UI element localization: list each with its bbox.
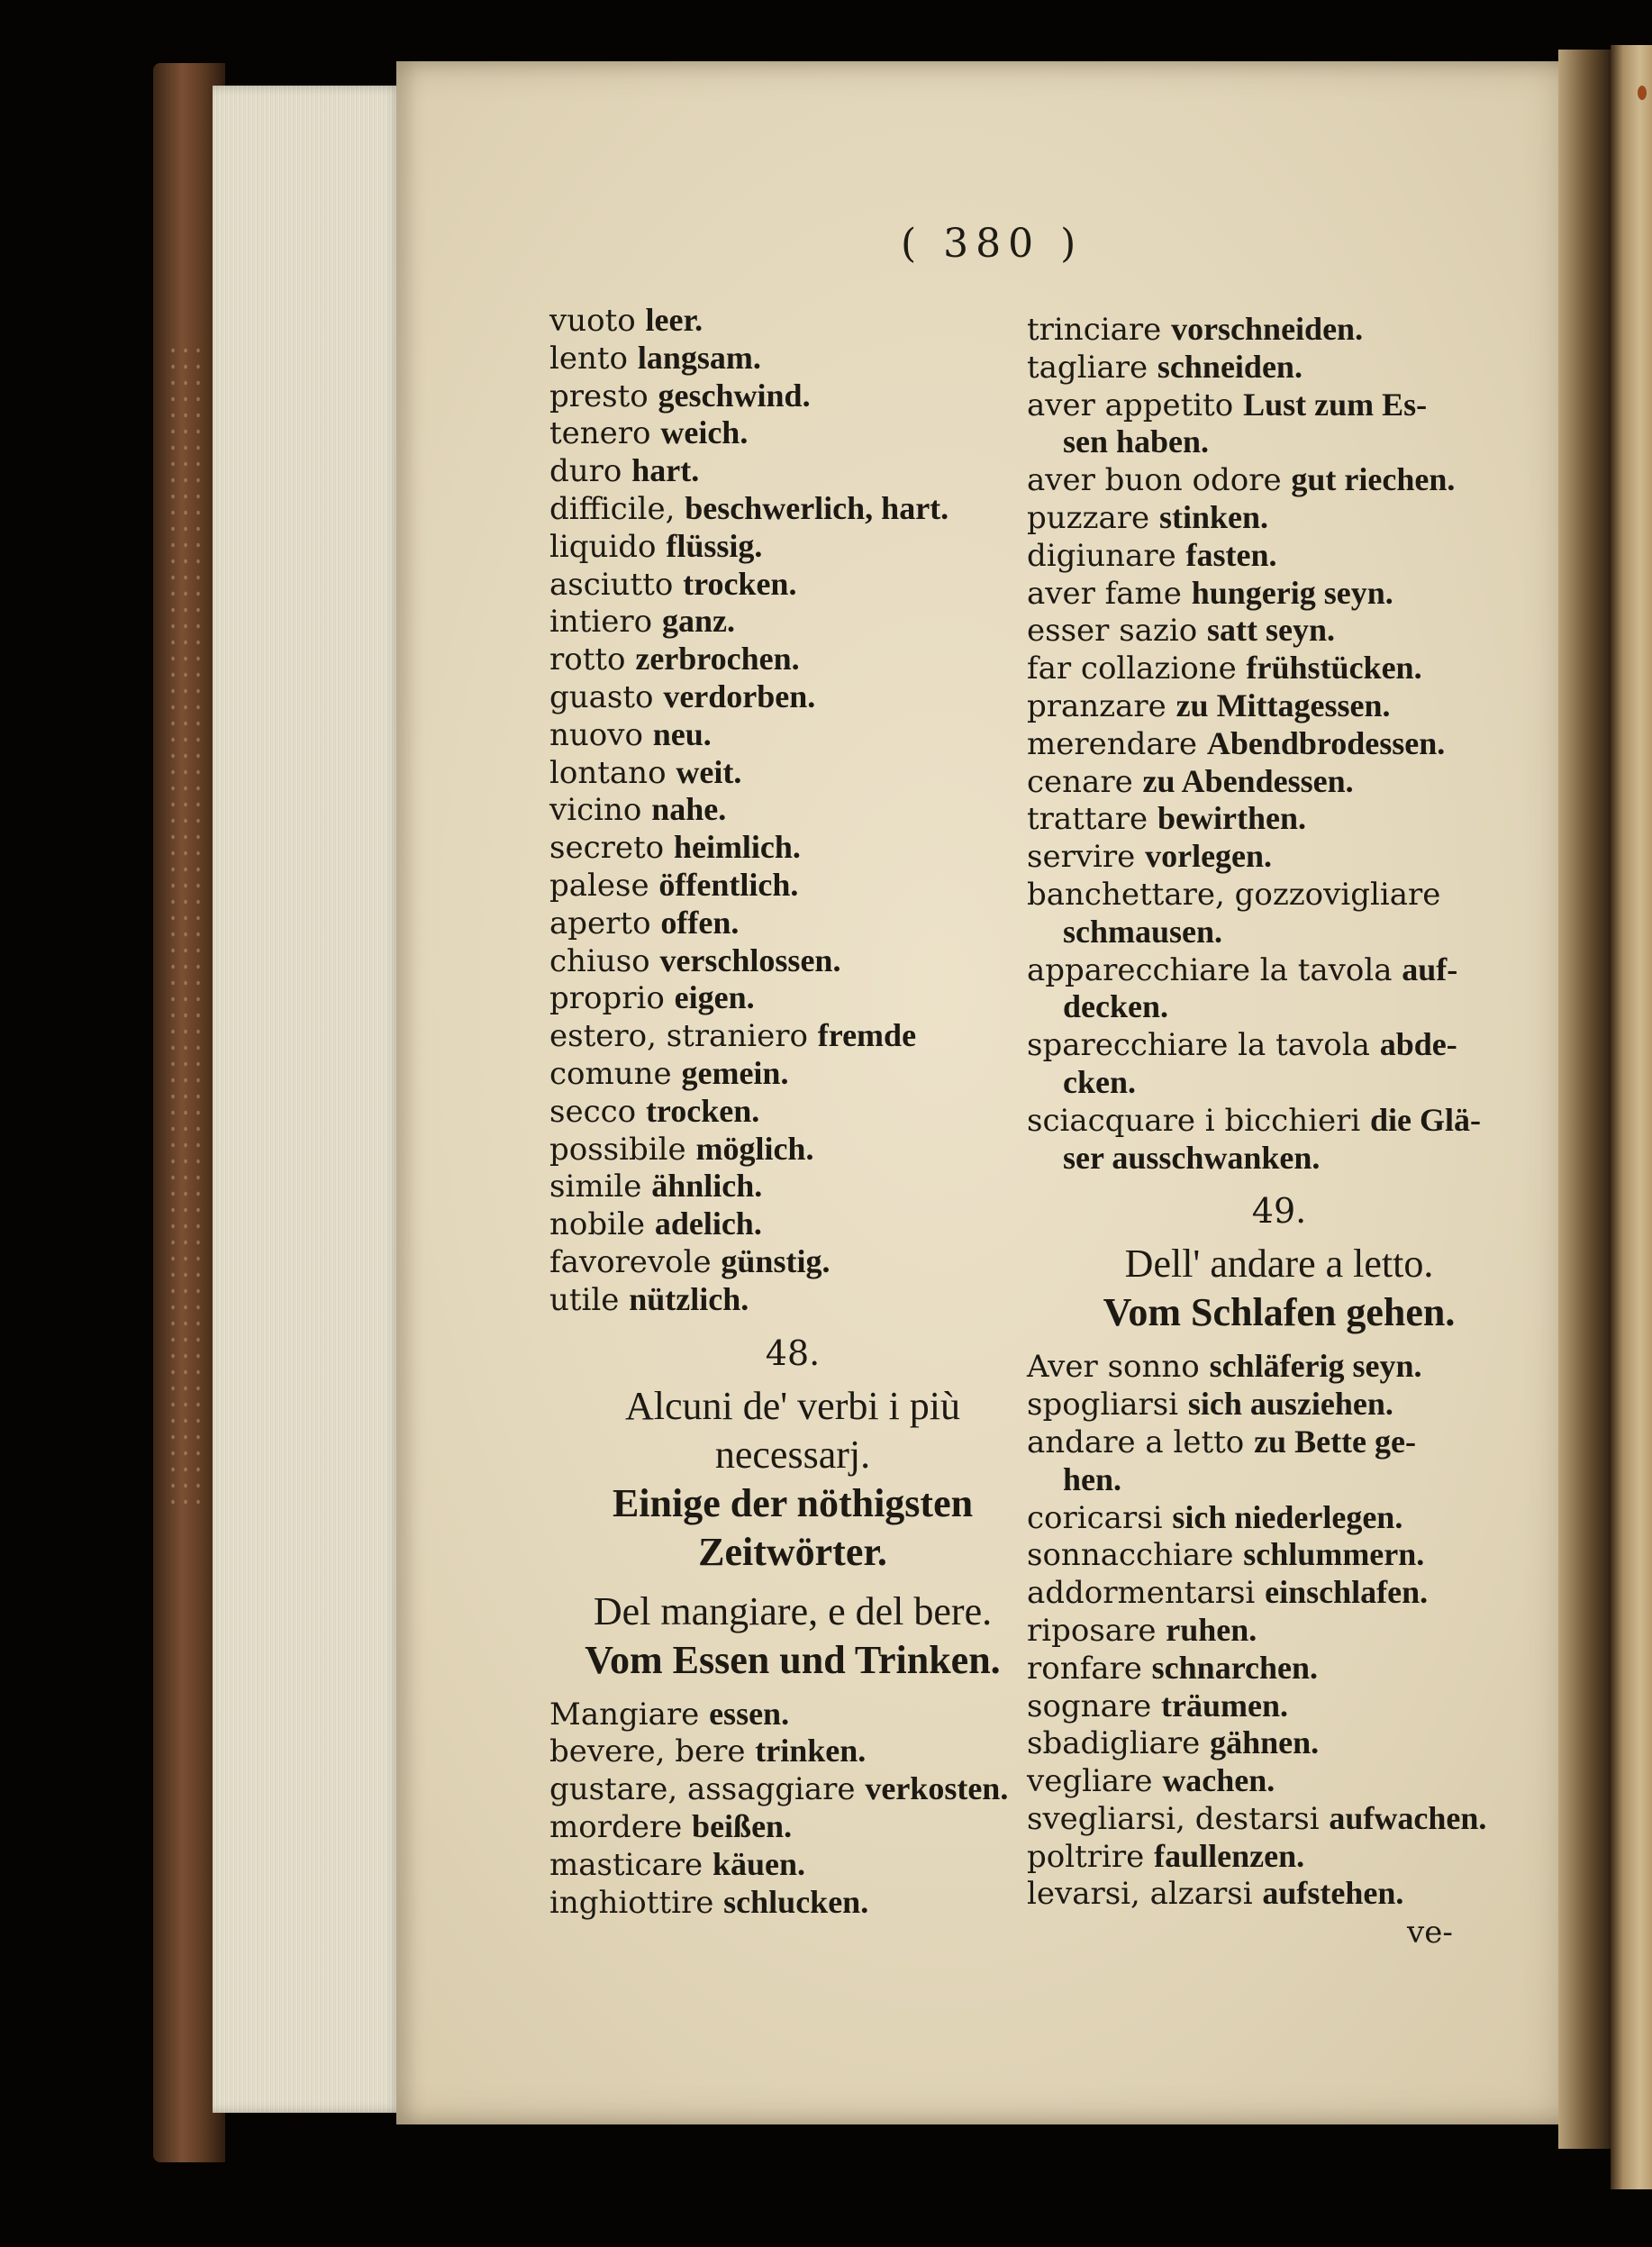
section-48-heading [549, 1382, 1036, 1577]
italian-word: svegliarsi, destarsi [1027, 1800, 1320, 1837]
german-translation: gähnen. [1210, 1724, 1320, 1761]
vocab-entry [1027, 838, 1531, 876]
german-translation-continued: hen. [1063, 1460, 1122, 1497]
facing-page-edge [1611, 45, 1652, 2189]
section-48-heading-italian: Alcuni de' verbi i più necessarj. [624, 1383, 961, 1477]
right-vocabulary-list-top [1027, 311, 1531, 1177]
german-translation: bewirthen. [1157, 800, 1306, 837]
vocab-entry [549, 1808, 1036, 1846]
italian-word: trattare [1027, 801, 1148, 838]
german-translation-continued: decken. [1063, 988, 1168, 1025]
vocab-entry [1027, 1499, 1531, 1537]
italian-word: gustare, assaggiare [549, 1771, 856, 1808]
italian-word: cenare [1027, 763, 1133, 800]
german-translation: essen. [709, 1695, 790, 1732]
italian-word: Mangiare [549, 1696, 700, 1733]
vocab-entry [549, 452, 1036, 490]
german-translation: zu Mittagessen. [1175, 687, 1391, 723]
german-translation: trocken. [683, 565, 797, 602]
italian-word: sonnacchiare [1027, 1537, 1234, 1574]
vocab-entry [549, 603, 1036, 641]
german-translation: verkosten. [865, 1770, 1009, 1807]
german-translation: schneiden. [1157, 348, 1303, 385]
vocab-entry [549, 1093, 1036, 1131]
vocab-entry [1027, 687, 1531, 725]
page-marker [1638, 86, 1647, 100]
vocab-entry [549, 1131, 1036, 1169]
german-translation: fasten. [1185, 536, 1277, 573]
page-gutter [1558, 50, 1612, 2149]
italian-word: ronfare [1027, 1650, 1142, 1687]
german-translation: träumen. [1161, 1687, 1289, 1724]
german-translation: neu. [652, 715, 712, 752]
italian-word: andare a letto [1027, 1424, 1245, 1460]
italian-word: intiero [549, 604, 653, 641]
italian-word: nobile [549, 1206, 646, 1243]
german-translation: gemein. [681, 1054, 789, 1091]
vocab-entry [549, 829, 1036, 867]
italian-word: proprio [549, 980, 665, 1017]
italian-word: trinciare [1027, 312, 1162, 348]
german-translation: abde- [1379, 1026, 1457, 1063]
italian-word: far collazione [1027, 650, 1237, 687]
german-translation: Abendbrodessen. [1206, 724, 1446, 761]
vocab-entry [1027, 1875, 1531, 1913]
german-translation: schläferig seyn. [1209, 1348, 1422, 1385]
italian-word: sparecchiare la tavola [1027, 1027, 1370, 1064]
german-translation: weit. [676, 753, 742, 790]
catchword: ve- [1407, 1915, 1453, 1951]
german-translation: gut riechen. [1291, 461, 1456, 498]
italian-word: puzzare [1027, 499, 1150, 536]
italian-word: aperto [549, 905, 651, 942]
vocab-entry [1027, 1424, 1531, 1461]
vocab-entry [549, 1733, 1036, 1770]
italian-word: duro [549, 453, 622, 490]
italian-word: mordere [549, 1808, 683, 1845]
vocab-entry [1027, 575, 1531, 613]
german-translation: eigen. [674, 979, 755, 1016]
vocab-entry [1027, 1612, 1531, 1650]
cover-marbling [167, 342, 207, 1514]
italian-word: rotto [549, 641, 626, 678]
italian-word: favorevole [549, 1243, 712, 1280]
german-translation: weich. [660, 414, 749, 451]
section-number-48: 48. [765, 1333, 821, 1373]
german-translation: verschlossen. [659, 942, 841, 978]
german-translation: aufstehen. [1262, 1875, 1404, 1912]
vocab-entry [1027, 1348, 1531, 1386]
vocab-entry [549, 1281, 1036, 1319]
italian-word: banchettare, gozzovigliare [1027, 876, 1441, 913]
german-translation: vorlegen. [1145, 838, 1273, 875]
italian-word: riposare [1027, 1612, 1157, 1649]
vocab-entry [549, 528, 1036, 566]
italian-word: secco [549, 1093, 637, 1130]
german-translation: aufwachen. [1329, 1799, 1487, 1836]
vocab-entry [549, 641, 1036, 678]
italian-word: asciutto [549, 566, 674, 603]
italian-word: vicino [549, 792, 642, 829]
vocab-entry [1027, 1762, 1531, 1800]
vocab-entry [549, 942, 1036, 980]
german-translation: beschwerlich, hart. [685, 489, 949, 526]
section-49-heading-german: Vom Schlafen gehen. [1103, 1290, 1456, 1335]
vocab-entry [1027, 1838, 1531, 1876]
vocab-entry [549, 754, 1036, 792]
italian-word: liquido [549, 528, 657, 565]
right-vocabulary-list-bottom [1027, 1348, 1531, 1913]
italian-word: lontano [549, 754, 667, 791]
italian-word: esser sazio [1027, 613, 1198, 650]
vocab-entry [1027, 349, 1531, 387]
german-translation: sich niederlegen. [1172, 1498, 1403, 1535]
vocab-entry-continuation [1027, 423, 1531, 461]
vocab-entry [549, 378, 1036, 415]
german-translation: faullenzen. [1154, 1837, 1305, 1874]
italian-word: difficile, [549, 490, 676, 527]
left-vocabulary-list-bottom [549, 1696, 1036, 1922]
german-translation: nahe. [651, 791, 727, 828]
vocab-entry [1027, 763, 1531, 801]
vocab-entry [549, 1696, 1036, 1733]
vocab-entry [1027, 1650, 1531, 1688]
italian-word: masticare [549, 1846, 703, 1883]
vocab-entry [1027, 1724, 1531, 1762]
vocab-entry [549, 302, 1036, 340]
german-translation: fremde [817, 1017, 917, 1054]
vocab-entry [549, 905, 1036, 942]
german-translation: ganz. [661, 603, 735, 640]
vocab-entry [549, 1243, 1036, 1281]
vocab-entry [1027, 461, 1531, 499]
italian-word: nuovo [549, 716, 643, 753]
vocab-entry [1027, 1688, 1531, 1725]
vocab-entry [549, 1055, 1036, 1093]
german-translation: offen. [660, 904, 740, 941]
german-translation: günstig. [721, 1242, 831, 1279]
italian-word: apparecchiare la tavola [1027, 951, 1393, 988]
german-translation: sich ausziehen. [1187, 1386, 1393, 1423]
vocab-entry [549, 340, 1036, 378]
italian-word: digiunare [1027, 537, 1176, 574]
vocab-entry [1027, 1026, 1531, 1064]
vocab-entry [549, 414, 1036, 452]
italian-word: utile [549, 1281, 620, 1318]
german-translation: einschlafen. [1265, 1574, 1429, 1611]
vocab-entry-continuation [1027, 914, 1531, 951]
german-translation: käuen. [713, 1845, 806, 1882]
german-translation: adelich. [654, 1205, 762, 1242]
vocab-entry [549, 867, 1036, 905]
vocab-entry-continuation [1027, 1064, 1531, 1102]
italian-word: possibile [549, 1131, 686, 1168]
german-translation: öffentlich. [658, 866, 799, 903]
german-translation: ähnlich. [651, 1168, 763, 1205]
italian-word: simile [549, 1169, 642, 1205]
italian-word: palese [549, 867, 649, 904]
vocab-entry [1027, 1800, 1531, 1838]
italian-word: coricarsi [1027, 1499, 1163, 1536]
german-translation: trocken. [645, 1092, 760, 1129]
vocab-entry [1027, 1536, 1531, 1574]
german-translation: zu Abendessen. [1142, 762, 1354, 799]
german-translation: Lust zum Es- [1243, 386, 1428, 423]
german-translation: die Glä- [1370, 1101, 1482, 1138]
italian-word: aver appetito [1027, 387, 1234, 423]
german-translation-continued: ser ausschwanken. [1063, 1139, 1321, 1176]
german-translation: ruhen. [1166, 1611, 1257, 1648]
german-translation: zerbrochen. [635, 641, 800, 678]
german-translation: schlummern. [1243, 1536, 1425, 1573]
german-translation-continued: cken. [1063, 1063, 1136, 1100]
italian-word: bevere, bere [549, 1733, 746, 1770]
vocab-entry [1027, 612, 1531, 650]
italian-word: secreto [549, 830, 665, 867]
italian-word: tenero [549, 415, 651, 452]
german-translation: heimlich. [673, 829, 801, 866]
german-translation: schlucken. [723, 1883, 869, 1920]
italian-word: chiuso [549, 942, 650, 979]
left-column [549, 302, 1036, 1921]
italian-word: sognare [1027, 1688, 1152, 1724]
german-translation: leer. [645, 302, 703, 338]
italian-word: presto [549, 378, 649, 414]
italian-word: estero, straniero [549, 1018, 808, 1055]
section-49-heading [1027, 1240, 1531, 1337]
page-number-header: ( 380 ) [901, 221, 1084, 267]
vocab-entry [549, 1884, 1036, 1922]
vocab-entry [549, 678, 1036, 716]
vocab-entry [549, 979, 1036, 1017]
italian-word: spogliarsi [1027, 1387, 1179, 1424]
section-49-heading-italian: Dell' andare a letto. [1124, 1242, 1434, 1287]
italian-word: aver buon odore [1027, 462, 1282, 499]
vocab-entry [1027, 499, 1531, 537]
german-translation: geschwind. [658, 377, 811, 414]
italian-word: servire [1027, 839, 1136, 876]
german-translation: hart. [631, 452, 700, 489]
german-translation: zu Bette ge- [1254, 1423, 1416, 1460]
vocab-entry-continuation [1027, 1461, 1531, 1499]
german-translation: wachen. [1162, 1762, 1275, 1799]
italian-word: comune [549, 1055, 672, 1092]
german-translation: möglich. [695, 1130, 814, 1167]
left-vocabulary-list-top [549, 302, 1036, 1319]
vocab-entry [1027, 1102, 1531, 1140]
italian-word: merendare [1027, 725, 1198, 762]
vocab-entry-continuation [1027, 988, 1531, 1026]
italian-word: vegliare [1027, 1763, 1153, 1800]
vocab-entry [1027, 951, 1531, 989]
section-48-subheading [549, 1587, 1036, 1685]
vocab-entry [1027, 725, 1531, 763]
german-translation: langsam. [637, 339, 761, 376]
italian-word: aver fame [1027, 575, 1182, 612]
vocab-entry [549, 1770, 1036, 1808]
german-translation: stinken. [1158, 498, 1268, 535]
german-translation: verdorben. [663, 678, 816, 714]
right-column [1027, 311, 1531, 1913]
vocab-entry [549, 566, 1036, 604]
italian-word: inghiottire [549, 1884, 714, 1921]
vocab-entry [549, 1846, 1036, 1884]
section-48-heading-german: Einige der nöthigsten Zeitwörter. [612, 1480, 974, 1574]
german-translation-continued: schmausen. [1063, 913, 1223, 950]
german-translation: frühstücken. [1246, 650, 1422, 687]
german-translation: auf- [1402, 951, 1458, 987]
vocab-entry [1027, 1574, 1531, 1612]
vocab-entry [1027, 387, 1531, 424]
italian-word: tagliare [1027, 349, 1148, 386]
italian-word: levarsi, alzarsi [1027, 1876, 1253, 1913]
vocab-entry [549, 1017, 1036, 1055]
section-48-subheading-italian: Del mangiare, e del bere. [593, 1588, 993, 1633]
vocab-entry [1027, 537, 1531, 575]
italian-word: sciacquare i bicchieri [1027, 1102, 1361, 1139]
italian-word: poltrire [1027, 1838, 1145, 1875]
vocab-entry [549, 791, 1036, 829]
italian-word: addormentarsi [1027, 1575, 1256, 1612]
german-translation: hungerig seyn. [1191, 574, 1393, 611]
vocab-entry [1027, 1386, 1531, 1424]
vocab-entry-continuation [1027, 1140, 1531, 1178]
vocab-entry [549, 1205, 1036, 1243]
vocab-entry [549, 716, 1036, 754]
german-translation: vorschneiden. [1171, 311, 1364, 347]
italian-word: lento [549, 340, 629, 377]
vocab-entry [1027, 650, 1531, 687]
italian-word: pranzare [1027, 687, 1166, 724]
german-translation: nützlich. [629, 1280, 749, 1317]
section-48-subheading-german: Vom Essen und Trinken. [585, 1637, 1001, 1682]
section-number-49: 49. [1251, 1191, 1307, 1232]
italian-word: guasto [549, 678, 654, 715]
german-translation-continued: sen haben. [1063, 423, 1210, 460]
german-translation: flüssig. [666, 527, 763, 564]
german-translation: schnarchen. [1151, 1649, 1319, 1686]
german-translation: trinken. [755, 1733, 867, 1769]
vocab-entry [549, 1168, 1036, 1205]
vocab-entry [1027, 876, 1531, 914]
italian-word: Aver sonno [1027, 1349, 1200, 1386]
german-translation: satt seyn. [1207, 612, 1335, 649]
vocab-entry [1027, 311, 1531, 349]
german-translation: beißen. [692, 1807, 793, 1844]
page-block-edges [213, 86, 402, 2113]
vocab-entry [1027, 800, 1531, 838]
vocab-entry [549, 490, 1036, 528]
italian-word: vuoto [549, 303, 636, 339]
italian-word: sbadigliare [1027, 1725, 1201, 1762]
